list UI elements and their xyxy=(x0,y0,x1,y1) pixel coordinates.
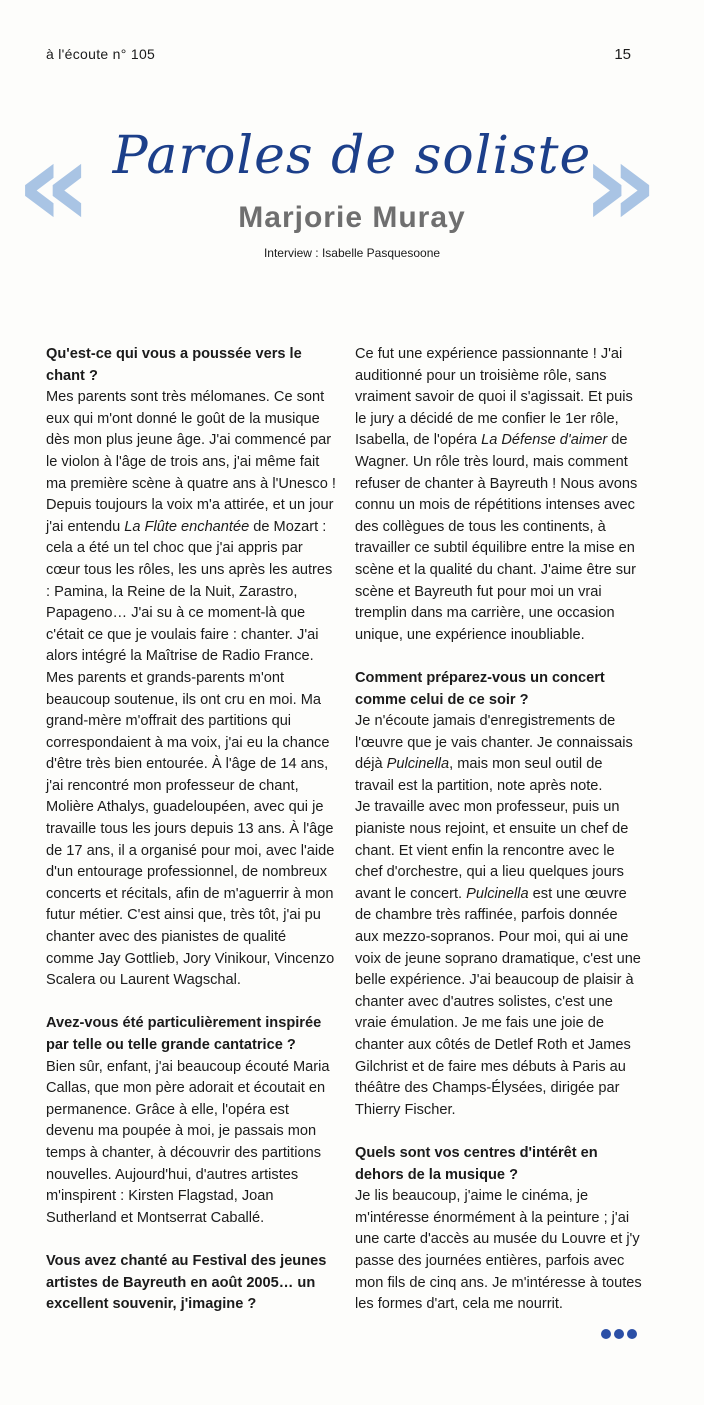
close-quote-icon: » xyxy=(582,115,647,253)
answer-5: Je lis beaucoup, j'aime le cinéma, je m'intéresse énormément à la peinture ; j'ai une carte d'accès au musée du Louvre et j'y passe des journées entières, parfois avec mon fils de cinq ans. Je m'intéresse à toutes les formes d'art, cela me nourrit. xyxy=(355,1188,642,1313)
answer-1: Mes parents sont très mélomanes. Ce sont eux qui m'ont donné le goût de la musique dès mon plus jeune âge. J'ai commencé par le violon à l'âge de trois ans, j'ai même fait ma première scène à quatre ans à l'Unesco ! Depuis toujours la voix m'a attirée, et un jour j'ai entendu La Flûte enchantée de Mozart : cela a été un tel choc que j'ai appris par cœur tous les rôles, les uns après les autres : Pamina, la Reine de la Nuit, Zarastro, Papageno… J'ai su à ce moment-là que c'était ce que je voulais faire : chanter. J'ai alors intégré la Maîtrise de Radio France. Mes parents et grands-parents m'ont beaucoup soutenue, ils ont cru en moi. Ma grand-mère m'offrait des partitions qui correspondaient à ma voix, j'ai eu la chance d'être très bien entourée. À l'âge de 14 ans, j'ai rencontré mon professeur de chant, Molière Athalys, guadeloupéen, avec qui je travaille tous les jours depuis 13 ans. À l'âge de 17 ans, il a organisé pour moi, avec l'aide d'un entourage professionnel, de nombreux concerts et récitals, afin de m'aguerrir à mon futur métier. C'est ainsi que, très tôt, j'ai pu chanter avec des pianistes de qualité comme Jay Gottlieb, Jory Vinikour, Vincenzo Scalera ou Laurent Wagschal. xyxy=(46,389,336,989)
answer-4a: Je n'écoute jamais d'enregistrements de l'œuvre que je vais chanter. Je connaissais déjà Pulcinella, mais mon seul outil de travail est la partition, note après note. xyxy=(355,713,633,794)
issue-label: à l'écoute n° 105 xyxy=(46,46,156,62)
answer-4b: Je travaille avec mon professeur, puis un pianiste nous rejoint, et ensuite un chef de chant. Et vient enfin la rencontre avec le chef d'orchestre, qui a lieu quelques jours avant le concert. Pulcinella est une œuvre de chambre très raffinée, parfois donnée aux mezzo-sopranos. Pour moi, qui ai une voix de jeune soprano dramatique, c'est une belle expérience. J'ai beaucoup de plaisir à chanter avec d'autres solistes, c'est une vraie émulation. Je me fais une joie de chanter aux côtés de Detlef Roth et James Gilchrist et de faire mes débuts à Paris au théâtre des Champs-Élysées, dirigée par Thierry Fischer. xyxy=(355,799,641,1118)
continuation-dots-icon xyxy=(601,1326,640,1344)
soloist-name: Marjorie Muray xyxy=(238,201,466,234)
open-quote-icon: « xyxy=(16,115,81,253)
left-column xyxy=(46,344,336,1316)
question-4: Comment préparez-vous un concert comme celui de ce soir ? xyxy=(355,669,605,708)
question-1: Qu'est-ce qui vous a poussée vers le chant ? xyxy=(46,346,302,384)
page-number: 15 xyxy=(614,46,631,63)
answer-3: Ce fut une expérience passionnante ! J'ai auditionné pour un troisième rôle, sans vraiment savoir de quoi il s'agissait. Et puis le jury a décidé de me confier le 1er rôle, Isabella, de l'opéra La Défense d'aimer de Wagner. Un rôle très lourd, mais comment refuser de chanter à Bayreuth ! Nous avons connu un mois de répétitions intenses avec des collègues de tous les continents, à travailler ce subtil équilibre entre la mise en scène et la qualité du chant. J'aime être sur scène et Bayreuth fut pour moi un vrai tremplin dans ma carrière, une occasion unique, une expérience inoubliable. xyxy=(355,346,638,643)
question-3: Vous avez chanté au Festival des jeunes artistes de Bayreuth en août 2005… un excellent souvenir, j'imagine ? xyxy=(46,1252,327,1313)
interview-credit: Interview : Isabelle Pasquesoone xyxy=(263,246,441,260)
right-column xyxy=(355,344,645,1316)
answer-2: Bien sûr, enfant, j'ai beaucoup écouté Maria Callas, que mon père adorait et écoutait en permanence. Grâce à elle, l'opéra est devenu ma poupée à moi, je passais mon temps à chanter, à découvrir des partitions nouvelles. Aujourd'hui, d'autres artistes m'inspirent : Kirsten Flagstad, Joan Sutherland et Montserrat Caballé. xyxy=(46,1058,330,1226)
page-title: Paroles de soliste xyxy=(112,126,592,186)
question-5: Quels sont vos centres d'intérêt en dehors de la musique ? xyxy=(355,1144,598,1183)
question-2: Avez-vous été particulièrement inspirée par telle ou telle grande cantatrice ? xyxy=(46,1015,322,1053)
